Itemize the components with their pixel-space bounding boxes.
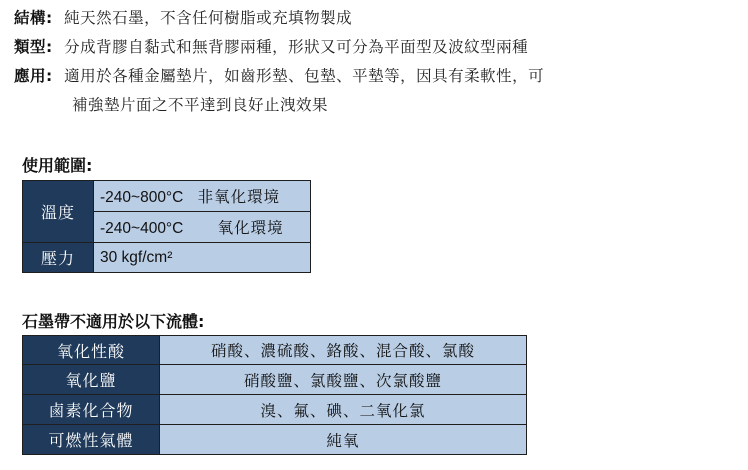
fluid-items: 硝酸鹽、氯酸鹽、次氯酸鹽 xyxy=(160,365,527,395)
temperature-label: 溫度 xyxy=(23,181,94,243)
pressure-label: 壓力 xyxy=(23,243,94,273)
structure-text: 純天然石墨，不含任何樹脂或充填物製成 xyxy=(64,9,353,27)
usage-title: 使用範圍: xyxy=(22,156,93,175)
fluids-title: 石墨帶不適用於以下流體: xyxy=(22,312,205,331)
temp-range: -240~400°C xyxy=(100,220,184,237)
fluid-category: 氧化性酸 xyxy=(23,336,160,365)
temp-condition: 非氧化環境 xyxy=(197,188,281,206)
fluid-items: 純氧 xyxy=(160,425,527,455)
structure-label: 結構 xyxy=(14,9,47,27)
fluid-category: 可燃性氣體 xyxy=(23,425,160,455)
usage-table xyxy=(22,180,311,273)
types-label: 類型 xyxy=(14,38,47,56)
application-line-2 xyxy=(72,94,328,116)
temp-row xyxy=(94,181,311,212)
application-text: 適用於各種金屬墊片，如齒形墊、包墊、平墊等，因具有柔軟性，可 xyxy=(64,67,545,85)
temp-range: -240~800°C xyxy=(100,189,184,206)
temp-condition: 氧化環境 xyxy=(217,219,284,237)
pressure-value: 30 kgf/cm² xyxy=(94,243,311,273)
application-label: 應用 xyxy=(14,67,47,85)
temp-row xyxy=(94,212,311,243)
fluid-items: 溴、氟、碘、二氧化氯 xyxy=(160,395,527,425)
fluids-table xyxy=(22,335,527,455)
types-line xyxy=(14,36,528,58)
structure-line xyxy=(14,7,352,29)
types-text: 分成背膠自黏式和無背膠兩種，形狀又可分為平面型及波紋型兩種 xyxy=(64,38,529,56)
application-sep: : xyxy=(46,67,53,85)
types-sep: : xyxy=(46,38,53,56)
fluid-category: 鹵素化合物 xyxy=(23,395,160,425)
fluid-category: 氧化鹽 xyxy=(23,365,160,395)
application-text-2: 補強墊片面之不平達到良好止洩效果 xyxy=(72,96,329,114)
fluid-items: 硝酸、濃硫酸、鉻酸、混合酸、氯酸 xyxy=(160,336,527,365)
application-line xyxy=(14,65,544,87)
structure-sep: : xyxy=(46,9,53,27)
